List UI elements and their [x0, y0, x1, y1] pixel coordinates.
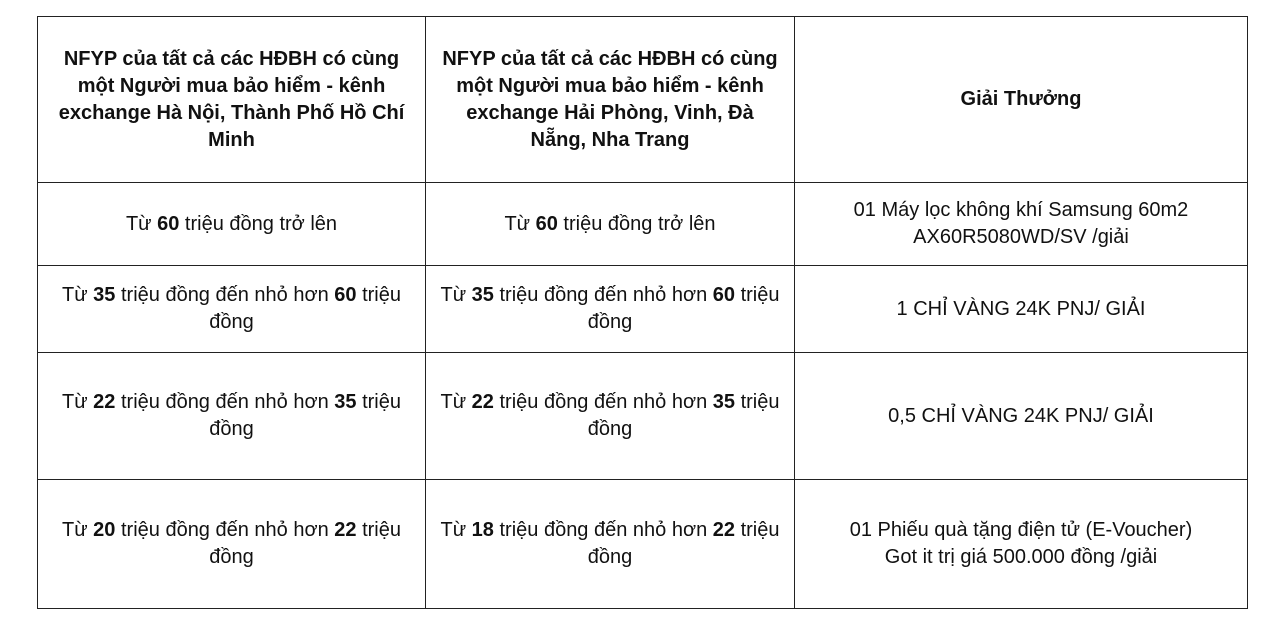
header-haiphong-vinh-danang-nhatrang: NFYP của tất cả các HĐBH có cùng một Người mua bảo hiểm - kênh exchange Hải Phòng, Vinh, Đà Nẵng, Nha Trang — [426, 17, 795, 183]
threshold-cell-hanoi-hcm: Từ 22 triệu đồng đến nhỏ hơn 35 triệu đồng — [38, 353, 426, 480]
prize-cell: 01 Phiếu quà tặng điện tử (E-Voucher) Got it trị giá 500.000 đồng /giải — [795, 480, 1248, 609]
header-prize: Giải Thưởng — [795, 17, 1248, 183]
threshold-cell-hanoi-hcm: Từ 60 triệu đồng trở lên — [38, 183, 426, 266]
threshold-cell-other-cities: Từ 60 triệu đồng trở lên — [426, 183, 795, 266]
header-row — [38, 17, 1248, 183]
threshold-cell-hanoi-hcm: Từ 35 triệu đồng đến nhỏ hơn 60 triệu đồng — [38, 266, 426, 353]
threshold-cell-other-cities: Từ 35 triệu đồng đến nhỏ hơn 60 triệu đồng — [426, 266, 795, 353]
table-row — [38, 266, 1248, 353]
header-hanoi-hcm: NFYP của tất cả các HĐBH có cùng một Người mua bảo hiểm - kênh exchange Hà Nội, Thành Phố Hồ Chí Minh — [38, 17, 426, 183]
threshold-cell-other-cities: Từ 18 triệu đồng đến nhỏ hơn 22 triệu đồng — [426, 480, 795, 609]
table-row — [38, 183, 1248, 266]
prize-cell: 01 Máy lọc không khí Samsung 60m2 AX60R5080WD/SV /giải — [795, 183, 1248, 266]
reward-table — [37, 16, 1248, 609]
prize-cell: 1 CHỈ VÀNG 24K PNJ/ GIẢI — [795, 266, 1248, 353]
threshold-cell-hanoi-hcm: Từ 20 triệu đồng đến nhỏ hơn 22 triệu đồng — [38, 480, 426, 609]
prize-cell: 0,5 CHỈ VÀNG 24K PNJ/ GIẢI — [795, 353, 1248, 480]
threshold-cell-other-cities: Từ 22 triệu đồng đến nhỏ hơn 35 triệu đồng — [426, 353, 795, 480]
table-row — [38, 353, 1248, 480]
table-row — [38, 480, 1248, 609]
